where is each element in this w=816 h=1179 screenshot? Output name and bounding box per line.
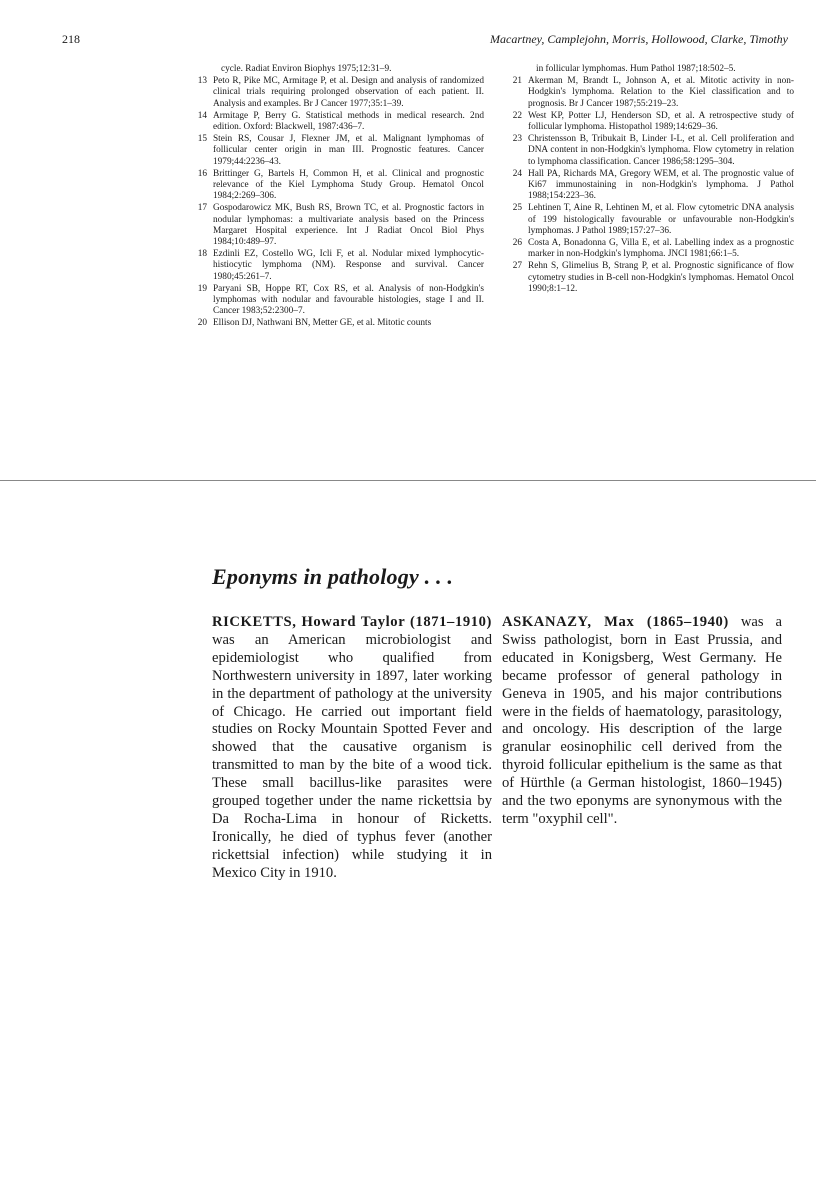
eponym-text: was a Swiss pathologist, born in East Prussia, and educated in Konigsberg, West Germany. He became professor of general pathology in Geneva in 1905, and his major contributions were in the fields of haematology, parasitology, and oncology. His description of the large granular eosinophilic cell derived from the thyroid follicular epithelium is the same as that of Hürthle (a German histologist, 1860–1945) and the two eponyms are synonymous with the term "oxyphil cell".: [502, 614, 782, 827]
reference-list-left: [187, 64, 484, 331]
section-title: Eponyms in pathology . . .: [212, 564, 454, 589]
section-divider: [0, 480, 816, 481]
reference-item: 20 Ellison DJ, Nathwani BN, Metter GE, et al. Mitotic counts: [197, 318, 432, 329]
eponym-entry-ricketts: [212, 614, 492, 883]
eponym-name: ASKANAZY, Max (1865–1940): [502, 614, 729, 630]
reference-item: 19 Paryani SB, Hoppe RT, Cox RS, et al. Analysis of non-Hodgkin's lymphomas with nodular and favourable histologies, stage I and II. Cancer 1983;52:2300–7.: [197, 283, 484, 317]
reference-item: 21 Akerman M, Brandt L, Johnson A, et al. Mitotic activity in non-Hodgkin's lymphoma. Relation to the Kiel classification and to prognosis. Br J Cancer 1987;55:219–23.: [512, 76, 794, 109]
reference-item: 22 West KP, Potter LJ, Henderson SD, et al. A retrospective study of follicular lymphoma. Histopathol 1989;14:629–36.: [512, 110, 794, 133]
reference-list-right: [502, 64, 794, 296]
reference-item: 18 Ezdinli EZ, Costello WG, Icli F, et al. Nodular mixed lymphocytic-histiocytic lymphoma (NM). Response and survival. Cancer 1980;45:261–7.: [197, 249, 484, 282]
reference-item: 25 Lehtinen T, Aine R, Lehtinen M, et al. Flow cytometric DNA analysis of 199 histologically favourable or unfavourable non-Hodgkin's lymphomas. J Pathol 1989;157:27–36.: [512, 203, 794, 236]
reference-item: 24 Hall PA, Richards MA, Gregory WEM, et al. The prognostic value of Ki67 immunostaining in non-Hodgkin's lymphoma. J Pathol 1988;154:223–36.: [512, 168, 794, 202]
running-head: Macartney, Camplejohn, Morris, Hollowood, Clarke, Timothy: [490, 32, 788, 46]
reference-item: 13 Peto R, Pike MC, Armitage P, et al. Design and analysis of randomized clinical trials requiring prolonged observation of each patient. II. Analysis and examples. Br J Cancer 1977;35:1–39.: [197, 76, 484, 109]
eponym-entry-askanazy: [502, 614, 782, 829]
reference-item: 26 Costa A, Bonadonna G, Villa E, et al. Labelling index as a prognostic marker in non-Hodgkin's lymphoma. JNCI 1981;66:1–5.: [512, 238, 794, 260]
page-number: 218: [62, 32, 80, 46]
reference-item: cycle. Radiat Environ Biophys 1975;12:31–9.: [221, 64, 392, 74]
reference-item: 27 Rehn S, Glimelius B, Strang P, et al. Prognostic significance of flow cytometry studies in B-cell non-Hodgkin's lymphomas. Hematol Oncol 1990;8:1–12.: [512, 261, 794, 294]
reference-item: 17 Gospodarowicz MK, Bush RS, Brown TC, et al. Prognostic factors in nodular lymphomas: a multivariate analysis based on the Princess Margaret Hospital experience. Int J Radiat Oncol Biol Phys 1984;10:489–97.: [197, 203, 484, 248]
reference-item: in follicular lymphomas. Hum Pathol 1987;18:502–5.: [536, 64, 736, 74]
eponym-text: was an American microbiologist and epidemiologist who qualified from Northwestern university in 1897, later working in the department of pathology at the university of Chicago. He carried out important field studies on Rocky Mountain Spotted Fever and showed that the causative organism is transmitted to man by the bite of a wood tick. These small bacillus-like parasites were grouped together under the name rickettsia by Da Rocha-Lima in honour of Ricketts. Ironically, he died of typhus fever (another rickettsial infection) while studying it in Mexico City in 1910.: [212, 631, 492, 881]
reference-item: 16 Brittinger G, Bartels H, Common H, et al. Clinical and prognostic relevance of the Kiel Lymphoma Study Group. Hematol Oncol 1984;2:269–306.: [197, 168, 484, 202]
eponym-name: RICKETTS, Howard Taylor (1871–1910): [212, 614, 492, 630]
reference-item: 14 Armitage P, Berry G. Statistical methods in medical research. 2nd edition. Oxford: Blackwell, 1987:436–7.: [197, 110, 484, 133]
reference-item: 15 Stein RS, Cousar J, Flexner JM, et al. Malignant lymphomas of follicular center origin in man III. Prognostic features. Cancer 1979;44:2236–43.: [197, 134, 484, 167]
reference-item: 23 Christensson B, Tribukait B, Linder I-L, et al. Cell proliferation and DNA content in non-Hodgkin's lymphoma. Flow cytometry in relation to lymphoma classification. Cancer 1986;58:1295–304.: [512, 134, 794, 167]
